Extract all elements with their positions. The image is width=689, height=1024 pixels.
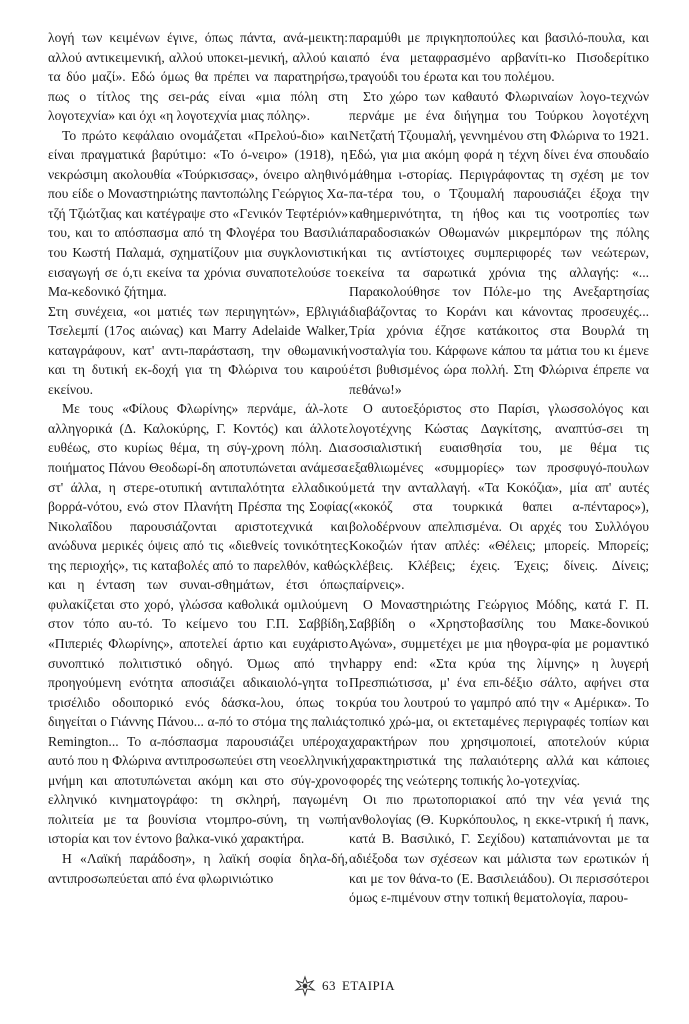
paragraph: Με τους «Φίλους Φλωρίνης» περνάμε, άλ-λοτε αλληγορικά (Δ. Καλοκύρης, Γ. Κοντός) και άλλοτε ευθέως, στο κυρίως θέμα, τη σύγ-χρονη πόλη. Δια ποιήματος Πάνου Θεοδωρί-δη αποτυπώνεται ανάμεσα στ' άλλα, η στερε-οτυπική αντιπαλότητα ελλαδικού βορρά-νότου, ενώ στον Πλανήτη Πρέσπα της Σοφίας Νικολαΐδου παρουσιάζονται αριστοτεχνικά και ανώδυνα μερικές όψεις από τις «διεθνείς τονικότητες της περιοχής», τις καταβολές από το παρελθόν, καθώς και η ένταση των συναι-σθημάτων, έτσι όπως φυλακίζεται στο χορό, γλώσσα καθολικά ομιλούμενη στον τόπο αυ-τό. Το κείμενο του Γ.Π. Σαββίδη, «Πιπεριές Φλωρίνης», αποτελεί άρτιο και ευχάριστο συνοπτικό πολιτιστικό οδηγό. Όμως από την προηγούμενη ενότητα αποσιάζει αδικαιολό-γητα το τρισέλιδο οδοιπορικό ενός δάσκα-λου, όπως το διηγείται ο Γιάννης Πάνου... α-πό το στόμα της παλιάς Remington... Το α-πόσπασμα παρουσιάζει υπέροχα αυτό που η Φλώρινα αντιπροσωπεύει στη νεοελληνική μνήμη και αποτυπώνεται ακόμη και στο σύγ-χρονο ελληνικό κινηματογράφο: τη σκληρή, παγωμένη πολιτεία με τα βουνίσια ντομπρο-σύνη, τη νωπή ιστορία και τον έντονο βαλκα-νικό χαρακτήρα. bbox=[48, 401, 348, 847]
paragraph: λογή των κειμένων έγινε, όπως πάντα, ανά-μεικτη: αλλού αντικειμενική, αλλού υποκει-μενική, αλλού και τα δύο μαζί». Εδώ όμως θα πρέπει να παρατηρήσω, πως ο τίτλος της σει-ράς είναι «μια πόλη στη λογοτεχνία» και όχι «η λογοτεχνία μιας πόλης». bbox=[48, 30, 348, 124]
page-number: 63 bbox=[321, 978, 336, 993]
left-column bbox=[48, 28, 348, 888]
paragraph: Το πρώτο κεφάλαιο ονομάζεται «Πρελού-διο» και είναι πραγματικά βαρύτιμο: «Το ό-νειρο» (1918), η νεκρώσιμη ακολουθία «Τούρκισσας», όνειρο αληθινό που είδε ο Μοναστηριώτης παντοπώλης Γεώργιος Χα-τζή Τζιώτζιας και κατέγραψε στο «Γενικόν Τεφτέριόν» του, και το απόσπασμα από τη Φλογέρα του Βασιλιά του Κωστή Παλαμά, σχηματίζουν μια συγκλονιστική εισαγωγή σε ό,τι εκείνα τα χρόνια συναποτελούσε το Μα-κεδονικό ζήτημα. bbox=[48, 127, 348, 300]
page-footer bbox=[0, 974, 689, 998]
publisher-emblem-icon bbox=[294, 975, 316, 997]
publication-name: ΕΤΑΙΡΙΑ bbox=[341, 978, 395, 993]
paragraph: Στη συνέχεια, «οι ματιές των περιηγητών», Εβλιγιά Τσελεμπί (17ος αιώνας) και Marry Adelaide Walker, καταγράφουν, κατ' αντι-παράσταση, την οθωμανική και τη δυτική εκ-δοχή για τη Φλώρινα του καιρού εκείνου. bbox=[48, 303, 348, 397]
paragraph: Στο χώρο των καθαυτό Φλωριναίων λογο-τεχνών περνάμε με ένα διήγημα του Τούρκου λογοτέχνη Νετζατή Τζουμαλή, γεννημένου στη Φλώρινα το 1921. Εδώ, για μια ακόμη φορά η τέχνη δίνει ένα σπουδαίο μάθημα ι-στορίας. Περιγράφοντας τη σχέση με τον πα-τέρα του, ο Τζουμαλή παρουσιάζει έξοχα την καθημερινότητα, τη ήθος και τις νοοτροπίες των παραδοσιακών Οθωμανών μικρεμπόρων της πόλης και τις αντίστοιχες συμπεριφορές των νεώτερων, εκείνα τα σαρωτικά χρόνια της αλλαγής: «... Παρακολούθησε τον Πόλε-μο της Ανεξαρτησίας διαβάζοντας το Κοράνι και κάνοντας προσευχές... Τρία χρόνια έζησε κατάκοιτος στα Βουρλά τη νοσταλγία του. Κάρφωνε κάπου τα μάτια του κι έμενε έτσι βυθισμένος ώρα πολλή. Στη Φλώρινα έπρεπε να πεθάνω!» bbox=[349, 88, 649, 397]
paragraph: Οι πιο πρωτοποριακοί από την νέα γενιά της ανθολογίας (Θ. Κυρκόπουλος, η εκκε-ντρική ή πανκ, κατά Β. Βασιλικό, Γ. Σεχίδου) καταπιάνονται με τα αδιέξοδα των σχέσεων και μάλιστα των ερωτικών ή και με τον θάνα-το (Ε. Βασιλειάδου). Οι περισσότεροι όμως ε-πιμένουν στην τοπική θεματολογία, παρου- bbox=[349, 792, 649, 906]
paragraph: Ο αυτοεξόριστος στο Παρίσι, γλωσσολόγος και λογοτέχνης Κώστας Δαγκίτσης, αναπτύσ-σει τη σοσιαλιστική ευαισθησία του, με θέμα τις εξαθλιωμένες «συμμορίες» των προσφυγό-πουλων μετά την ανταλλαγή. «Τα Κοκόζια», μία απ' αυτές («κοκόζ στα τουρκικά θαπει α-πένταρος»), βολοδέρνουν απελπισμένα. Οι αρχές του Συλλόγου Κοκοζιών ήταν απλές: «Θέλεις; μπορείς. Μπορείς; κλέβεις. Κλέβεις; έχεις. Έχεις; δίνεις. Δίνεις; παίρνεις». bbox=[349, 401, 649, 593]
paragraph: παραμύθι με πριγκηποπούλες και βασιλό-πουλα, και από ένα μεταφρασμένο αρβανίτι-κο Πισοδερίτικο τραγούδι του έρωτα και του πολέμου. bbox=[349, 30, 649, 85]
right-column bbox=[349, 28, 649, 908]
paragraph: Ο Μοναστηριώτης Γεώργιος Μόδης, κατά Γ. Π. Σαββίδη ο «Χρηστοβασίλης του Μακε-δονικού Αγώνα», συμμετέχει με μια ηθογρα-φία με ρομαντικό happy end: «Στα κρύα της λίμνης» η λυγερή Πρεσπιώτισσα, μ' ένα επι-δέξιο σάλτο, αφήνει στα κρύα του λουτρού το γαμπρό από την « Αμέρικα». Το τοπικό χρώ-μα, οι εκτεταμένες περιγραφές τοπίων και χαρακτήρων που χρησιμοποιεί, αποτελούν κύρια χαρακτηριστικά της παλαιότερης αλλά και κάποιες φορές της νεώτερης τοπικής λο-γοτεχνίας. bbox=[349, 596, 649, 788]
paragraph: Η «Λαϊκή παράδοση», η λαϊκή σοφία δηλα-δή, αντιπροσωπεύεται από ένα φλωρινιώτικο bbox=[48, 850, 348, 886]
